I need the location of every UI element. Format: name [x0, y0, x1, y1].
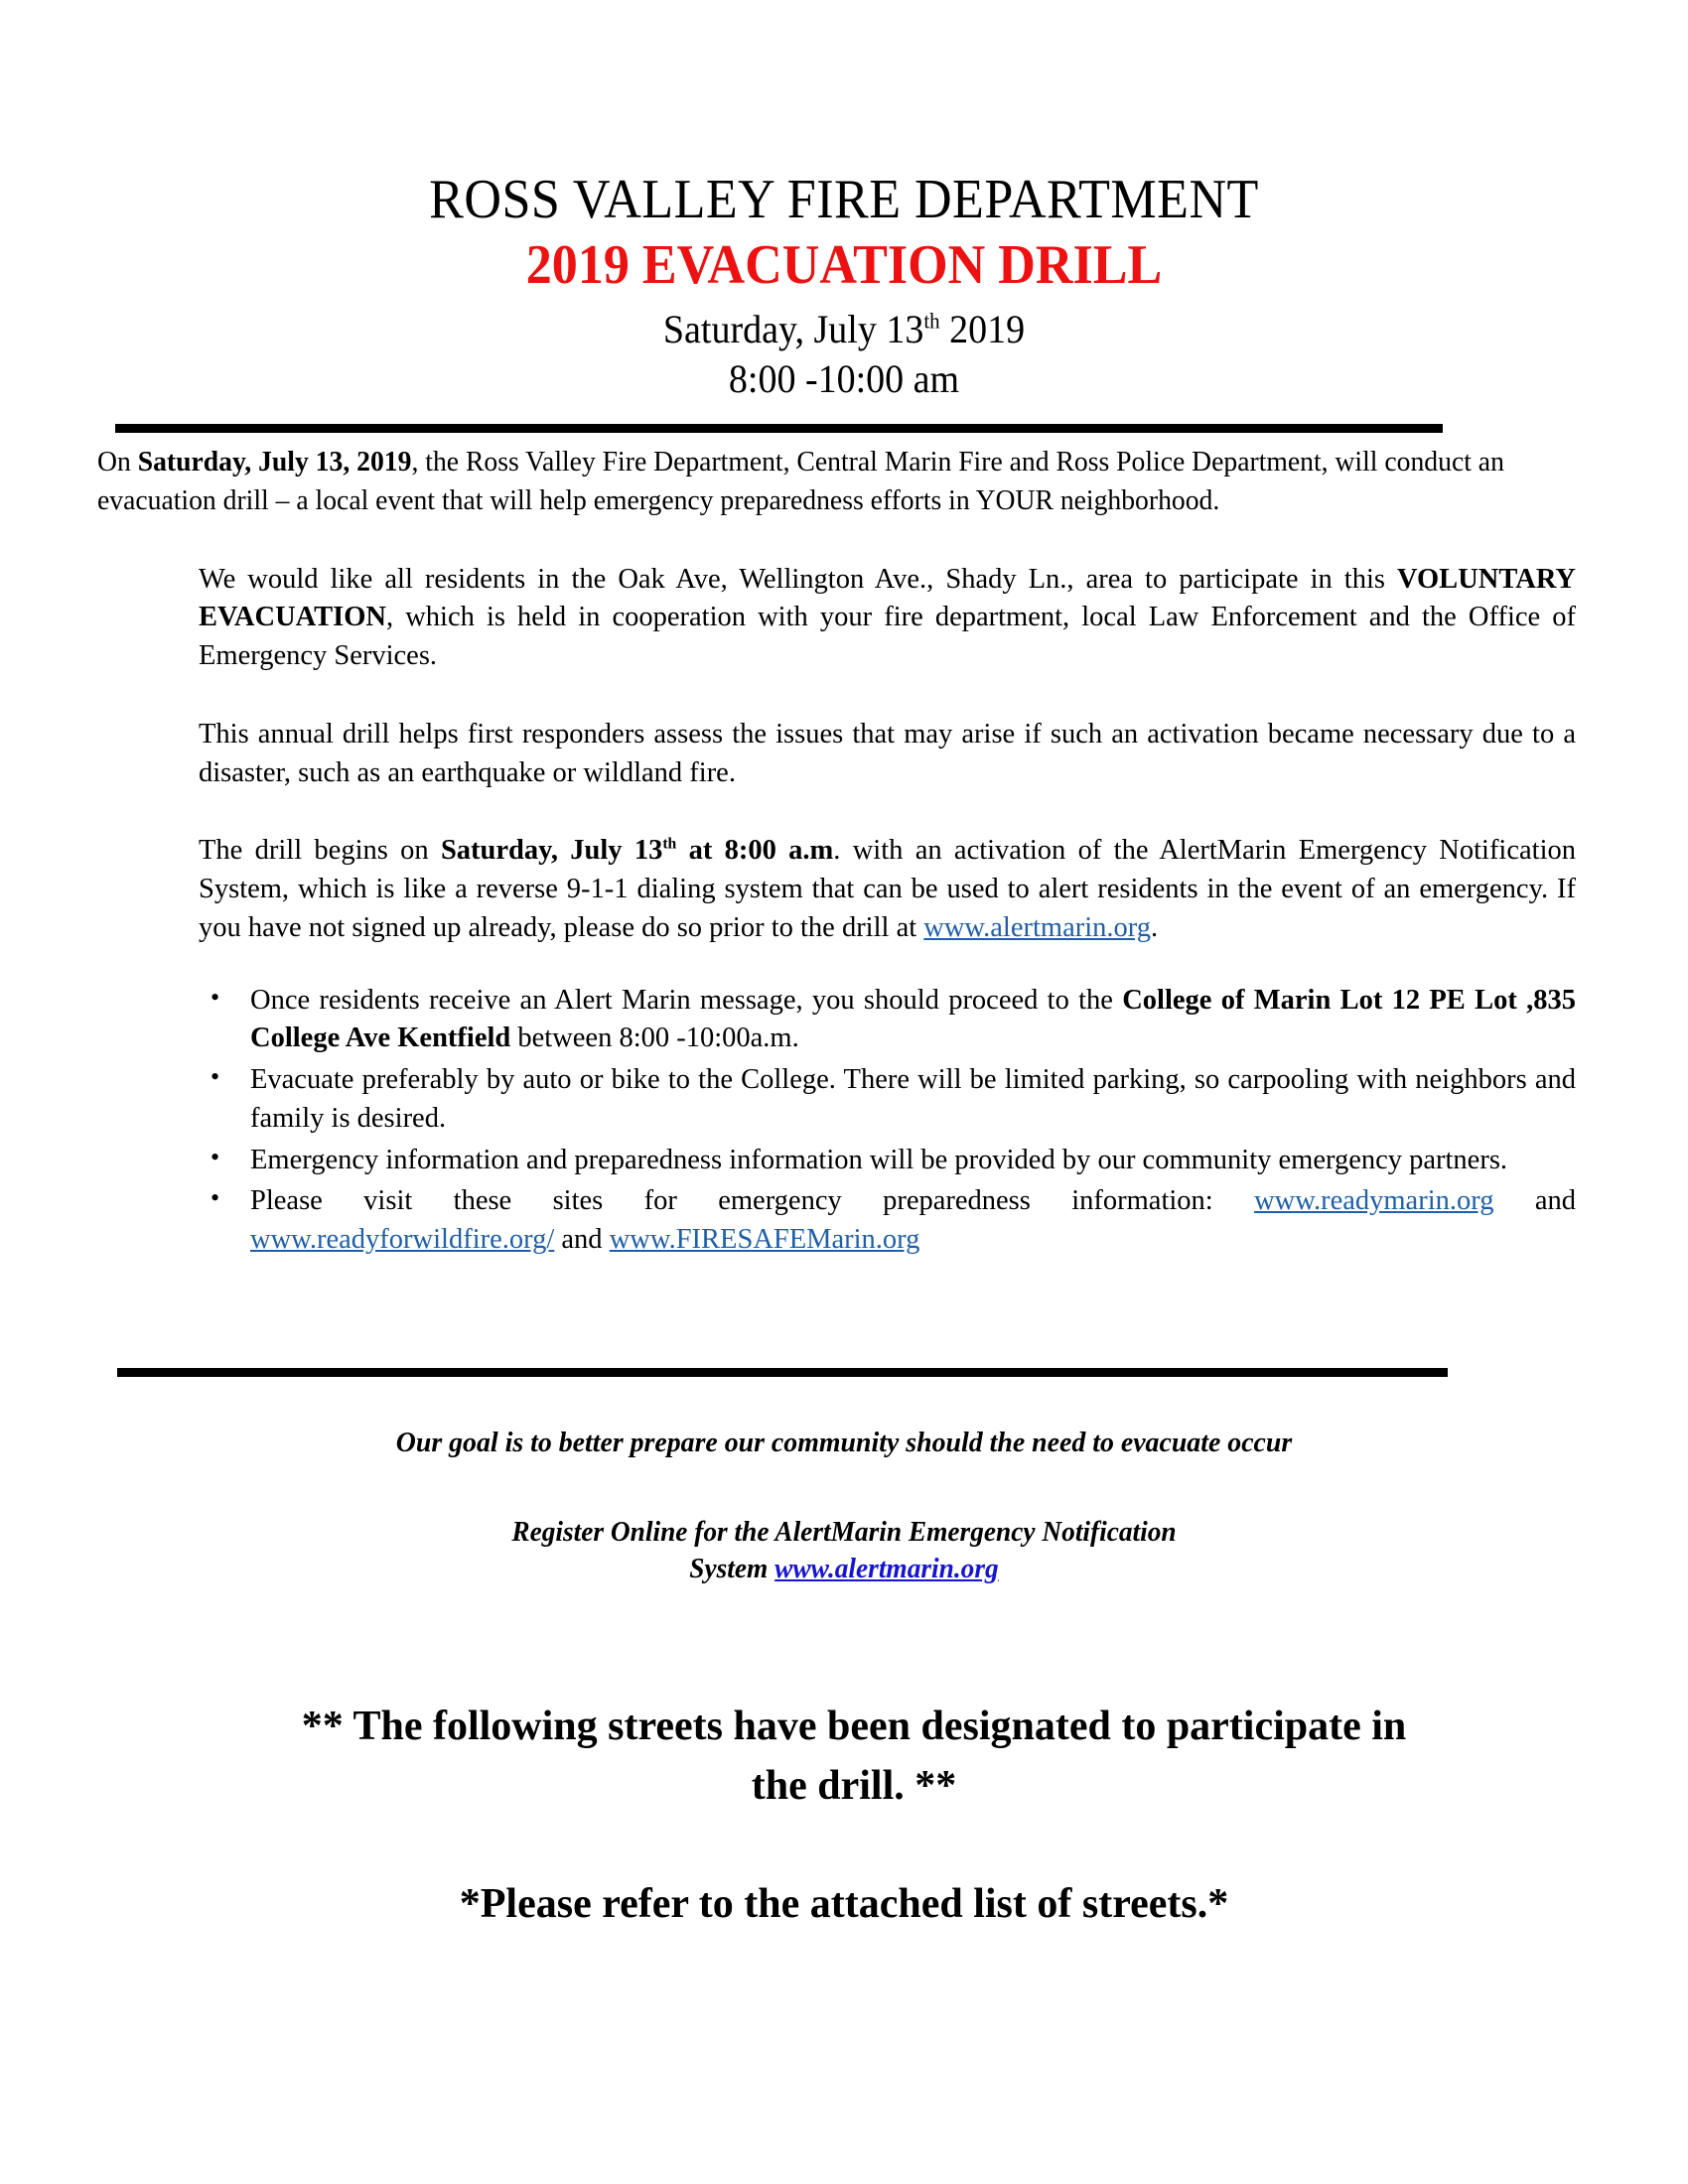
- list-item: [199, 982, 1576, 1059]
- instructions-list: [199, 982, 1576, 1260]
- alertmarin-link-inline[interactable]: www.alertmarin.org: [923, 911, 1151, 943]
- residents-text-a: We would like all residents in the Oak Ave, Wellington Ave., Shady Ln., area to participate in this: [199, 563, 1397, 595]
- register-line-2: [34, 1551, 1654, 1588]
- page-title-drill: 2019 EVACUATION DRILL: [525, 233, 1163, 296]
- residents-text-b: , which is held in cooperation with your fire department, local Law Enforcement and the Office of Emergency Services.: [199, 602, 1576, 671]
- bullet-1-location-bold: College of Marin Lot 12 PE Lot ,835 College Ave Kentfield: [250, 984, 1577, 1054]
- event-date-ordinal: th: [923, 309, 940, 335]
- list-item: [199, 1061, 1576, 1139]
- register-line-1: Register Online for the AlertMarin Emergency Notification: [511, 1516, 1177, 1548]
- bullet-1-text-b: between 8:00 -10:00a.m.: [510, 1023, 799, 1054]
- divider-bottom: [117, 1368, 1448, 1377]
- bullet-3-text: Emergency information and preparedness information will be provided by our community emergency partners.: [250, 1144, 1508, 1175]
- readymarin-link[interactable]: www.readymarin.org: [1254, 1185, 1494, 1217]
- bullet-4-prefix: Please visit these sites for emergency preparedness information:: [250, 1185, 1255, 1217]
- drill-begins-text-b: . with an activation of the AlertMarin Emergency Notification System, which is like a reverse 9-1-1 dialing system that can be used to alert residents in the event of an emergency. If you have not signed up already, please do so prior to the drill at: [199, 835, 1576, 943]
- drill-date-ordinal: th: [662, 835, 677, 853]
- drill-date-part: Saturday, July 13: [440, 835, 663, 867]
- paragraph-drill-begins: [199, 832, 1576, 947]
- event-date-suffix: 2019: [939, 307, 1026, 352]
- drill-begins-period: .: [1151, 911, 1159, 943]
- page-title-organization: ROSS VALLEY FIRE DEPARTMENT: [429, 169, 1259, 230]
- bullet-4-mid-1: and: [1493, 1185, 1576, 1217]
- document-header: [0, 0, 1688, 402]
- drill-begins-date-bold: [441, 835, 833, 866]
- streets-refer-note: *Please refer to the attached list of streets.*: [459, 1881, 1229, 1928]
- event-time: 8:00 -10:00 am: [728, 355, 960, 401]
- intro-text-b: , the Ross Valley Fire Department, Central Marin Fire and Ross Police Department, will conduct an evacuation drill – a local event that will help emergency preparedness efforts in YOUR neighborhood.: [97, 447, 1504, 516]
- goal-statement: Our goal is to better prepare our community should the need to evacuate occur: [395, 1427, 1293, 1458]
- register-online-block: [34, 1514, 1654, 1588]
- document-body: [0, 444, 1688, 1263]
- drill-time-part: at 8:00 a.m: [676, 835, 834, 867]
- firesafemarin-link[interactable]: www.FIRESAFEMarin.org: [609, 1224, 920, 1255]
- register-system-label: System: [689, 1554, 775, 1585]
- voluntary-evacuation-bold: VOLUNTARY EVACUATION: [199, 563, 1576, 633]
- alertmarin-link-footer[interactable]: www.alertmarin.org: [774, 1554, 999, 1585]
- list-item: [199, 1182, 1576, 1260]
- intro-text-a: On: [97, 447, 138, 478]
- bullet-2-text: Evacuate preferably by auto or bike to the College. There will be limited parking, so carpooling with neighbors and family is desired.: [250, 1064, 1576, 1134]
- streets-designated-note: ** The following streets have been designated to participate in the drill. **: [301, 1703, 1407, 1809]
- bullet-4-mid-2: and: [554, 1224, 610, 1255]
- intro-paragraph: [97, 444, 1532, 521]
- drill-begins-text-a: The drill begins on: [199, 835, 441, 867]
- intro-date-bold: Saturday, July 13, 2019: [137, 447, 412, 478]
- list-item: [199, 1142, 1576, 1180]
- divider-top: [115, 424, 1443, 433]
- document-footer: [0, 1425, 1688, 1934]
- bullet-1-text-a: Once residents receive an Alert Marin message, you should proceed to the: [250, 984, 1123, 1016]
- event-date-prefix: Saturday, July 13: [662, 307, 924, 352]
- readyforwildfire-link[interactable]: www.readyforwildfire.org/: [250, 1224, 555, 1255]
- paragraph-residents: [199, 561, 1576, 676]
- event-date: [43, 306, 1646, 352]
- paragraph-annual-drill: This annual drill helps first responders assess the issues that may arise if such an activation became necessary due to a disaster, such as an earthquake or wildland fire.: [199, 718, 1576, 788]
